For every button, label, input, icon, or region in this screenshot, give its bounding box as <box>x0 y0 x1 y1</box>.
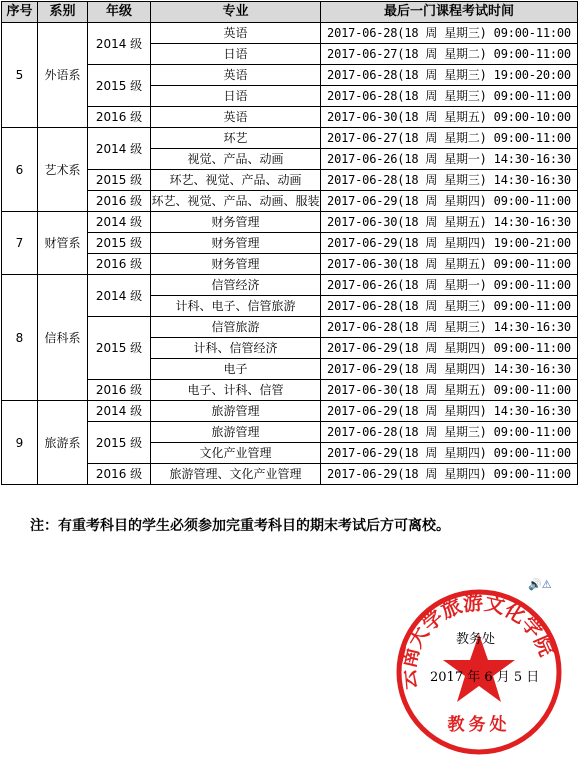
time-cell: 2017-06-28(18 周 星期三) 14:30-16:30 <box>321 170 578 191</box>
grade-cell: 2016 级 <box>88 254 151 275</box>
dept-cell: 外语系 <box>38 23 88 128</box>
grade-cell: 2016 级 <box>88 380 151 401</box>
time-cell: 2017-06-28(18 周 星期三) 09:00-11:00 <box>321 86 578 107</box>
table-row <box>2 23 578 44</box>
major-cell: 旅游管理、文化产业管理 <box>151 464 321 485</box>
table-row <box>2 464 578 485</box>
major-cell: 英语 <box>151 65 321 86</box>
table-row <box>2 401 578 422</box>
table-row <box>2 233 578 254</box>
table-row <box>2 107 578 128</box>
table-row <box>2 65 578 86</box>
major-cell: 旅游管理 <box>151 401 321 422</box>
time-cell: 2017-06-30(18 周 星期五) 09:00-11:00 <box>321 254 578 275</box>
table-row <box>2 254 578 275</box>
grade-cell: 2015 级 <box>88 317 151 380</box>
dept-cell: 艺术系 <box>38 128 88 212</box>
time-cell: 2017-06-30(18 周 星期五) 09:00-11:00 <box>321 380 578 401</box>
grade-cell: 2015 级 <box>88 65 151 107</box>
header-time: 最后一门课程考试时间 <box>321 2 578 23</box>
time-cell: 2017-06-29(18 周 星期四) 09:00-11:00 <box>321 443 578 464</box>
grade-cell: 2014 级 <box>88 128 151 170</box>
seq-cell: 7 <box>2 212 38 275</box>
major-cell: 旅游管理 <box>151 422 321 443</box>
header-row <box>2 2 578 23</box>
time-cell: 2017-06-30(18 周 星期五) 09:00-10:00 <box>321 107 578 128</box>
header-seq: 序号 <box>2 2 38 23</box>
major-cell: 计科、信管经济 <box>151 338 321 359</box>
major-cell: 计科、电子、信管旅游 <box>151 296 321 317</box>
header-major: 专业 <box>151 2 321 23</box>
major-cell: 财务管理 <box>151 212 321 233</box>
major-cell: 英语 <box>151 23 321 44</box>
major-cell: 电子、计科、信管 <box>151 380 321 401</box>
table-row <box>2 212 578 233</box>
major-cell: 视觉、产品、动画 <box>151 149 321 170</box>
major-cell: 信管经济 <box>151 275 321 296</box>
time-cell: 2017-06-29(18 周 星期四) 09:00-11:00 <box>321 338 578 359</box>
seal-bottom-text: 教务处 <box>447 715 511 735</box>
table-row <box>2 380 578 401</box>
grade-cell: 2014 级 <box>88 23 151 65</box>
exam-schedule-table <box>1 1 578 485</box>
grade-cell: 2015 级 <box>88 170 151 191</box>
dept-cell: 财管系 <box>38 212 88 275</box>
major-cell: 日语 <box>151 86 321 107</box>
seal-ring-text: 云南大学旅游文化学院 <box>395 590 560 691</box>
time-cell: 2017-06-29(18 周 星期四) 14:30-16:30 <box>321 359 578 380</box>
seq-cell: 6 <box>2 128 38 212</box>
major-cell: 文化产业管理 <box>151 443 321 464</box>
time-cell: 2017-06-29(18 周 星期四) 19:00-21:00 <box>321 233 578 254</box>
time-cell: 2017-06-27(18 周 星期二) 09:00-11:00 <box>321 44 578 65</box>
time-cell: 2017-06-29(18 周 星期四) 09:00-11:00 <box>321 464 578 485</box>
grade-cell: 2014 级 <box>88 401 151 422</box>
grade-cell: 2014 级 <box>88 275 151 317</box>
attachment-icon: 🔊⚠ <box>528 578 552 591</box>
major-cell: 信管旅游 <box>151 317 321 338</box>
seq-cell: 5 <box>2 23 38 128</box>
header-dept: 系别 <box>38 2 88 23</box>
time-cell: 2017-06-28(18 周 星期三) 09:00-11:00 <box>321 23 578 44</box>
issue-date: 2017 年 6 月 5 日 <box>430 670 540 685</box>
time-cell: 2017-06-28(18 周 星期三) 14:30-16:30 <box>321 317 578 338</box>
issuer-label: 教务处 <box>456 632 496 647</box>
grade-cell: 2016 级 <box>88 107 151 128</box>
major-cell: 日语 <box>151 44 321 65</box>
grade-cell: 2014 级 <box>88 212 151 233</box>
time-cell: 2017-06-30(18 周 星期五) 14:30-16:30 <box>321 212 578 233</box>
table-row <box>2 422 578 443</box>
major-cell: 英语 <box>151 107 321 128</box>
grade-cell: 2016 级 <box>88 191 151 212</box>
grade-cell: 2016 级 <box>88 464 151 485</box>
table-row <box>2 191 578 212</box>
time-cell: 2017-06-28(18 周 星期三) 19:00-20:00 <box>321 65 578 86</box>
time-cell: 2017-06-26(18 周 星期一) 14:30-16:30 <box>321 149 578 170</box>
major-cell: 财务管理 <box>151 233 321 254</box>
grade-cell: 2015 级 <box>88 422 151 464</box>
major-cell: 环艺、视觉、产品、动画、服装 <box>151 191 321 212</box>
major-cell: 环艺、视觉、产品、动画 <box>151 170 321 191</box>
time-cell: 2017-06-27(18 周 星期二) 09:00-11:00 <box>321 128 578 149</box>
notice-text: 注：有重考科目的学生必须参加完重考科目的期末考试后方可离校。 <box>30 518 450 534</box>
table-row <box>2 275 578 296</box>
table-row <box>2 170 578 191</box>
table-row <box>2 317 578 338</box>
major-cell: 环艺 <box>151 128 321 149</box>
dept-cell: 信科系 <box>38 275 88 401</box>
time-cell: 2017-06-29(18 周 星期四) 09:00-11:00 <box>321 191 578 212</box>
major-cell: 电子 <box>151 359 321 380</box>
major-cell: 财务管理 <box>151 254 321 275</box>
grade-cell: 2015 级 <box>88 233 151 254</box>
header-grade: 年级 <box>88 2 151 23</box>
dept-cell: 旅游系 <box>38 401 88 485</box>
table-row <box>2 128 578 149</box>
seq-cell: 9 <box>2 401 38 485</box>
time-cell: 2017-06-26(18 周 星期一) 09:00-11:00 <box>321 275 578 296</box>
seq-cell: 8 <box>2 275 38 401</box>
time-cell: 2017-06-29(18 周 星期四) 14:30-16:30 <box>321 401 578 422</box>
time-cell: 2017-06-28(18 周 星期三) 09:00-11:00 <box>321 422 578 443</box>
time-cell: 2017-06-28(18 周 星期三) 09:00-11:00 <box>321 296 578 317</box>
